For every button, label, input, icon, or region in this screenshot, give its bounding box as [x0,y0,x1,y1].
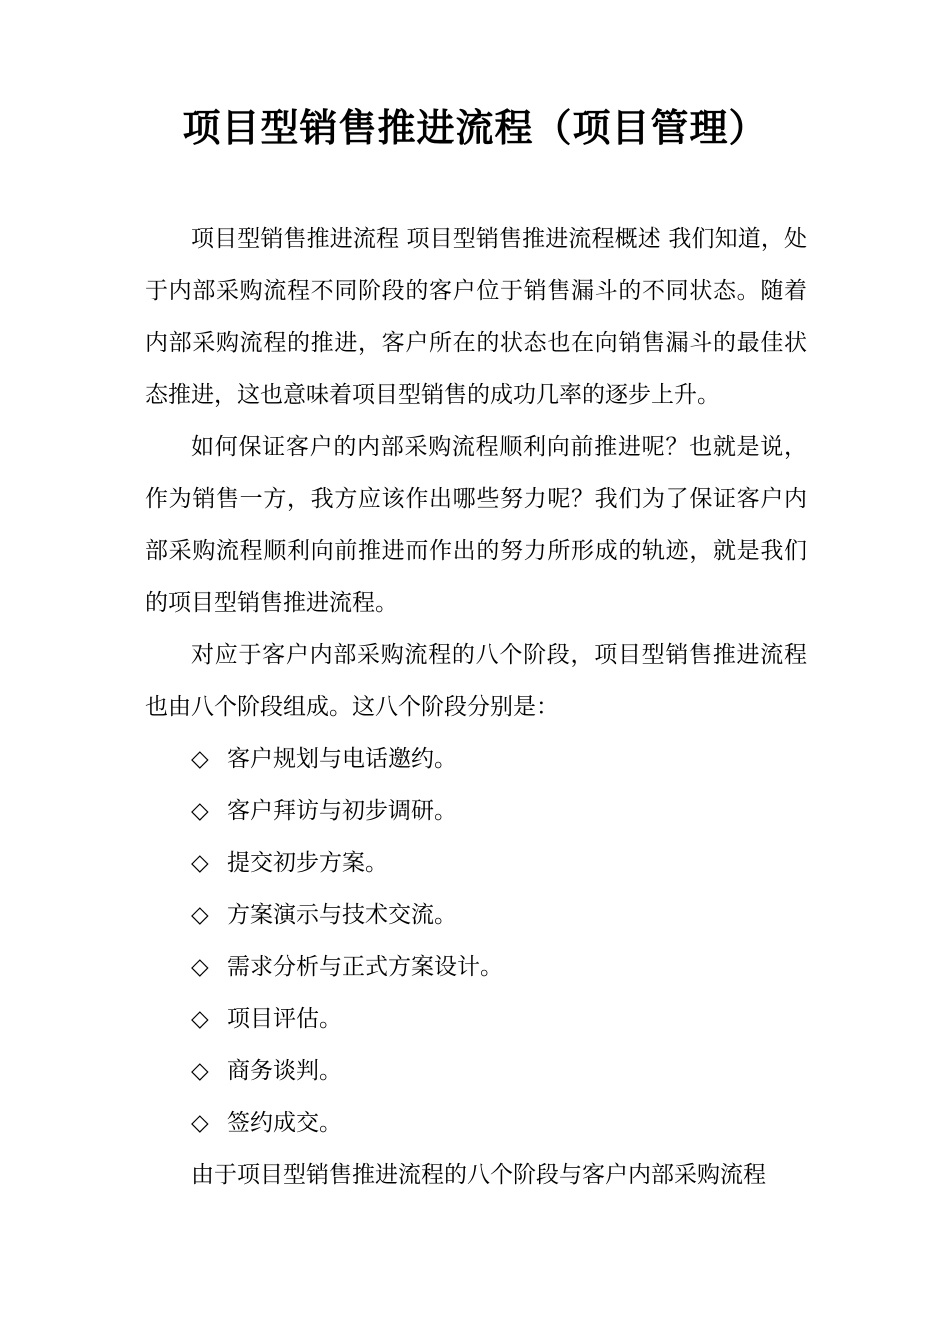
paragraph-closing: 由于项目型销售推进流程的八个阶段与客户内部采购流程 [191,1162,766,1188]
diamond-bullet-icon: ◇ [191,1110,209,1136]
list-item [145,941,807,993]
list-item [145,785,807,837]
paragraph-overview: 项目型销售推进流程 项目型销售推进流程概述 我们知道，处于内部采购流程不同阶段的客户位于销售漏斗的不同状态。随着内部采购流程的推进，客户所在的状态也在向销售漏斗的最佳状态推进，这也意味着项目型销售的成功几率的逐步上升。 [145,226,807,408]
stage-label: 商务谈判。 [227,1058,342,1084]
paragraph-stages-intro: 对应于客户内部采购流程的八个阶段，项目型销售推进流程也由八个阶段组成。这八个阶段分别是： [145,642,807,720]
diamond-bullet-icon: ◇ [191,1006,209,1032]
list-item [145,993,807,1045]
list-item [145,733,807,785]
list-item [145,1045,807,1097]
stage-label: 客户规划与电话邀约。 [227,746,457,772]
diamond-bullet-icon: ◇ [191,746,209,772]
list-item [145,837,807,889]
stage-label: 方案演示与技术交流。 [227,902,457,928]
stage-label: 签约成交。 [227,1110,342,1136]
document-title: 项目型销售推进流程（项目管理） [182,106,768,150]
document-body [145,213,807,1201]
list-item [145,1097,807,1149]
list-item [145,889,807,941]
diamond-bullet-icon: ◇ [191,798,209,824]
diamond-bullet-icon: ◇ [191,954,209,980]
stage-label: 客户拜访与初步调研。 [227,798,457,824]
stage-label: 项目评估。 [227,1006,342,1032]
stage-label: 提交初步方案。 [227,850,388,876]
diamond-bullet-icon: ◇ [191,902,209,928]
stage-list [145,733,807,1149]
paragraph-question: 如何保证客户的内部采购流程顺利向前推进呢？也就是说，作为销售一方，我方应该作出哪些努力呢？我们为了保证客户内部采购流程顺利向前推进而作出的努力所形成的轨迹，就是我们的项目型销售推进流程。 [145,434,807,616]
diamond-bullet-icon: ◇ [191,850,209,876]
diamond-bullet-icon: ◇ [191,1058,209,1084]
stage-label: 需求分析与正式方案设计。 [227,954,503,980]
